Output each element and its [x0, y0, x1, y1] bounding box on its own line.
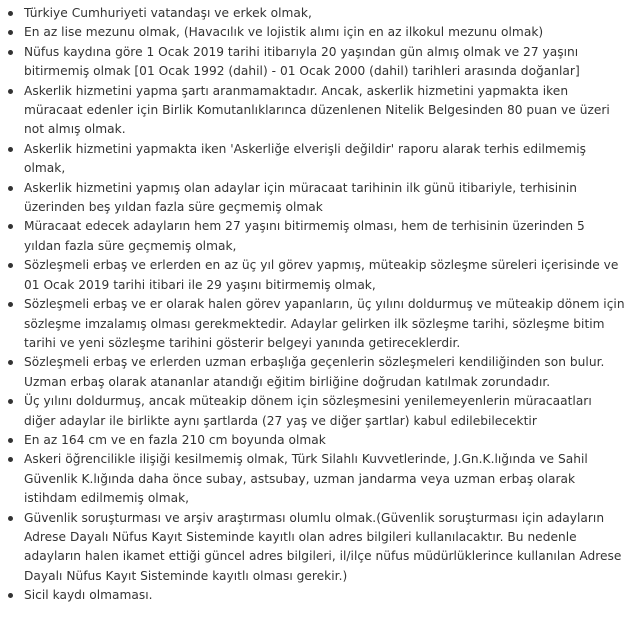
bullet-icon [8, 89, 13, 94]
list-item-text: Sözleşmeli erbaş ve er olarak halen görev yapanların, üç yılını doldurmuş ve müteakip dönem için sözleşme imzalamış olması gerekmektedir. Adaylar gelirken ilk sözleşme tarihi, sözleşme bitim tarihi ve yeni sözleşme tarihini gösterir belgeyi yanında getireceklerdir. [24, 297, 625, 350]
bullet-icon [8, 438, 13, 443]
list-item [0, 82, 629, 140]
bullet-icon [8, 593, 13, 598]
list-item [0, 43, 629, 82]
list-item-text: Askerlik hizmetini yapmakta iken 'Askerliğe elverişli değildir' raporu alarak terhis edilmemiş olmak, [24, 141, 587, 176]
list-item-text: Sicil kaydı olmaması. [24, 588, 153, 603]
list-item [0, 295, 629, 353]
bullet-icon [8, 147, 13, 152]
list-item [0, 179, 629, 218]
bullet-icon [8, 302, 13, 307]
list-item-text: Askerlik hizmetini yapmış olan adaylar için müracaat tarihinin ilk günü itibariyle, terhisinin üzerinden beş yıldan fazla süre geçmemiş olmak [24, 180, 577, 215]
bullet-icon [8, 263, 13, 268]
list-item-text: Nüfus kaydına göre 1 Ocak 2019 tarihi itibarıyla 20 yaşından gün almış olmak ve 27 yaşını bitirmemiş olmak [01 Ocak 1992 (dahil) - 01 Ocak 2000 (dahil) tarihleri arasında doğanlar] [24, 44, 580, 79]
list-item-text: Müracaat edecek adayların hem 27 yaşını bitirmemiş olması, hem de terhisinin üzerinden 5 yıldan fazla süre geçmemiş olmak, [24, 219, 585, 253]
list-item-text: Askerlik hizmetini yapma şartı aranmamaktadır. Ancak, askerlik hizmetini yapmakta iken müracaat edenler için Birlik Komutanlıklarınca düzenlenen Nitelik Belgesinden 80 puan ve üzeri not almış olmak. [24, 83, 610, 137]
bullet-icon [8, 30, 13, 35]
list-item-text: Üç yılını doldurmuş, ancak müteakip dönem için sözleşmesini yenilemeyenlerin müracaatları diğer adaylar ile birlikte aynı şartlarda (27 yaş ve diğer şartlar) kabul edilebilecektir [24, 394, 592, 428]
list-item [0, 586, 629, 605]
list-item [0, 353, 629, 392]
list-item [0, 256, 629, 295]
list-item [0, 217, 629, 256]
list-item [0, 509, 629, 587]
list-item [0, 4, 629, 23]
bullet-icon [8, 360, 13, 365]
bullet-icon [8, 186, 13, 191]
list-item-text: En az lise mezunu olmak, (Havacılık ve lojistik alımı için en az ilkokul mezunu olmak) [24, 25, 544, 40]
list-item-text: Türkiye Cumhuriyeti vatandaşı ve erkek olmak, [24, 6, 312, 20]
bullet-icon [8, 399, 13, 404]
bullet-icon [8, 516, 13, 521]
list-item-text: Sözleşmeli erbaş ve erlerden uzman erbaşlığa geçenlerin sözleşmeleri kendiliğinden son bulur. Uzman erbaş olarak atananlar atandığı eğitim birliğine doğrudan katılmak zorundadır. [24, 355, 605, 389]
bullet-icon [8, 11, 13, 16]
list-item-text: Sözleşmeli erbaş ve erlerden en az üç yıl görev yapmış, müteakip sözleşme süreleri içerisinde ve 01 Ocak 2019 tarihi itibari ile 29 yaşını bitirmemiş olmak, [24, 258, 619, 292]
list-item [0, 392, 629, 431]
list-item-text: Güvenlik soruşturması ve arşiv araştırması olumlu olmak.(Güvenlik soruşturması için adayların Adrese Dayalı Nüfus Kayıt Sisteminde kayıtlı olan adres bilgileri kullanılacaktır. Bu nedenle adayların halen ikamet ettiği güncel adres bilgileri, il/ilçe nüfus müdürlüklerince kullanılan Adrese Dayalı Nüfus Kayıt Sisteminde kayıtlı olması gerekir.) [24, 510, 622, 583]
list-item [0, 140, 629, 179]
bullet-icon [8, 224, 13, 229]
list-item [0, 23, 629, 42]
bullet-icon [8, 50, 13, 55]
bullet-icon [8, 457, 13, 462]
list-item [0, 431, 629, 450]
list-item-text: En az 164 cm ve en fazla 210 cm boyunda olmak [24, 432, 326, 447]
list-item [0, 450, 629, 508]
requirements-list [0, 4, 629, 606]
list-item-text: Askeri öğrencilikle ilişiği kesilmemiş olmak, Türk Silahlı Kuvvetlerinde, J.Gn.K.lığında ve Sahil Güvenlik K.lığında daha önce subay, astsubay, uzman jandarma veya uzman erbaş olarak istihdam edilmemiş olmak, [24, 452, 588, 506]
